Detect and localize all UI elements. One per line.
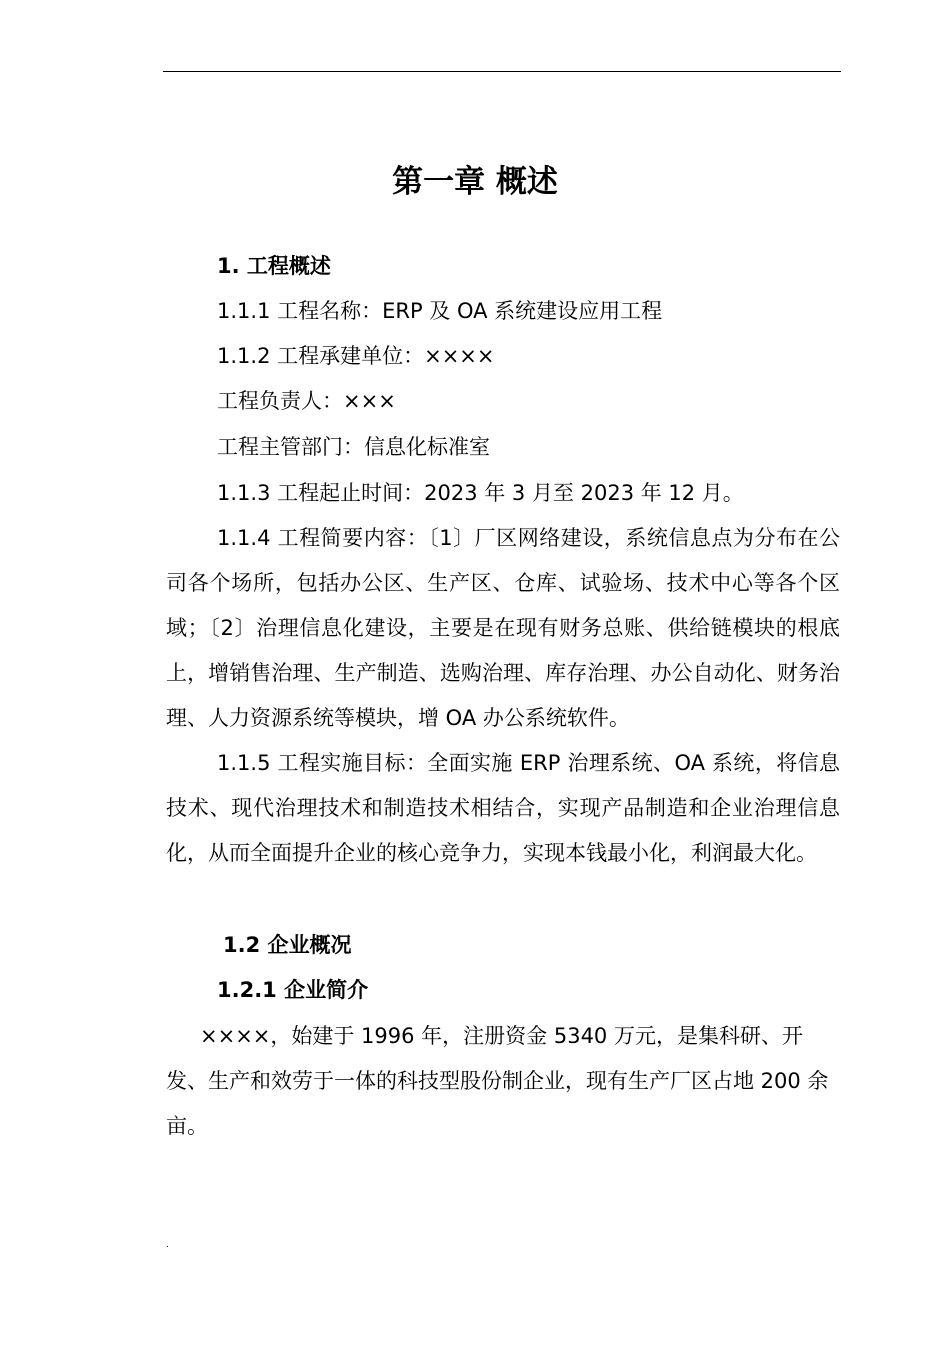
project-department-line: 工程主管部门：信息化标准室 — [217, 435, 490, 459]
subsection-heading-company-intro: 1.2.1 企业简介 — [217, 978, 369, 1002]
project-name-line: 1.1.1 工程名称：ERP 及 OA 系统建设应用工程 — [217, 299, 663, 323]
project-goal-paragraph: 1.1.5 工程实施目标：全面实施 ERP 治理系统、OA 系统，将信息技术、现代治理技术和制造技术相结合，实现产品制造和企业治理信息化，从而全面提升企业的核心竞争力，实现本钱最小化，利润最大化。 — [166, 751, 840, 865]
company-intro-paragraph: ××××，始建于 1996 年，注册资金 5340 万元，是集科研、开发、生产和效劳于一体的科技型股份制企业，现有生产厂区占地 200 余亩。 — [166, 1024, 829, 1138]
section-heading-company-overview: 1.2 企业概况 — [223, 933, 352, 957]
page-mark: . — [166, 1240, 169, 1250]
project-period-line: 1.1.3 工程起止时间：2023 年 3 月至 2023 年 12 月。 — [217, 481, 744, 505]
chapter-title: 第一章 概述 — [392, 164, 558, 200]
section-heading-project-overview: 1. 工程概述 — [217, 254, 331, 278]
project-leader-line: 工程负责人：××× — [217, 389, 396, 413]
project-summary-paragraph: 1.1.4 工程简要内容：〔1〕厂区网络建设，系统信息点为分布在公司各个场所，包括办公区、生产区、仓库、试验场、技术中心等各个区域；〔2〕治理信息化建设，主要是在现有财务总账、供给链模块的根底上，增销售治理、生产制造、选购治理、库存治理、办公自动化、财务治理、人力资源系统等模块，增 OA 办公系统软件。 — [166, 526, 840, 730]
header-rule — [163, 71, 841, 72]
project-contractor-line: 1.1.2 工程承建单位：×××× — [217, 344, 495, 368]
